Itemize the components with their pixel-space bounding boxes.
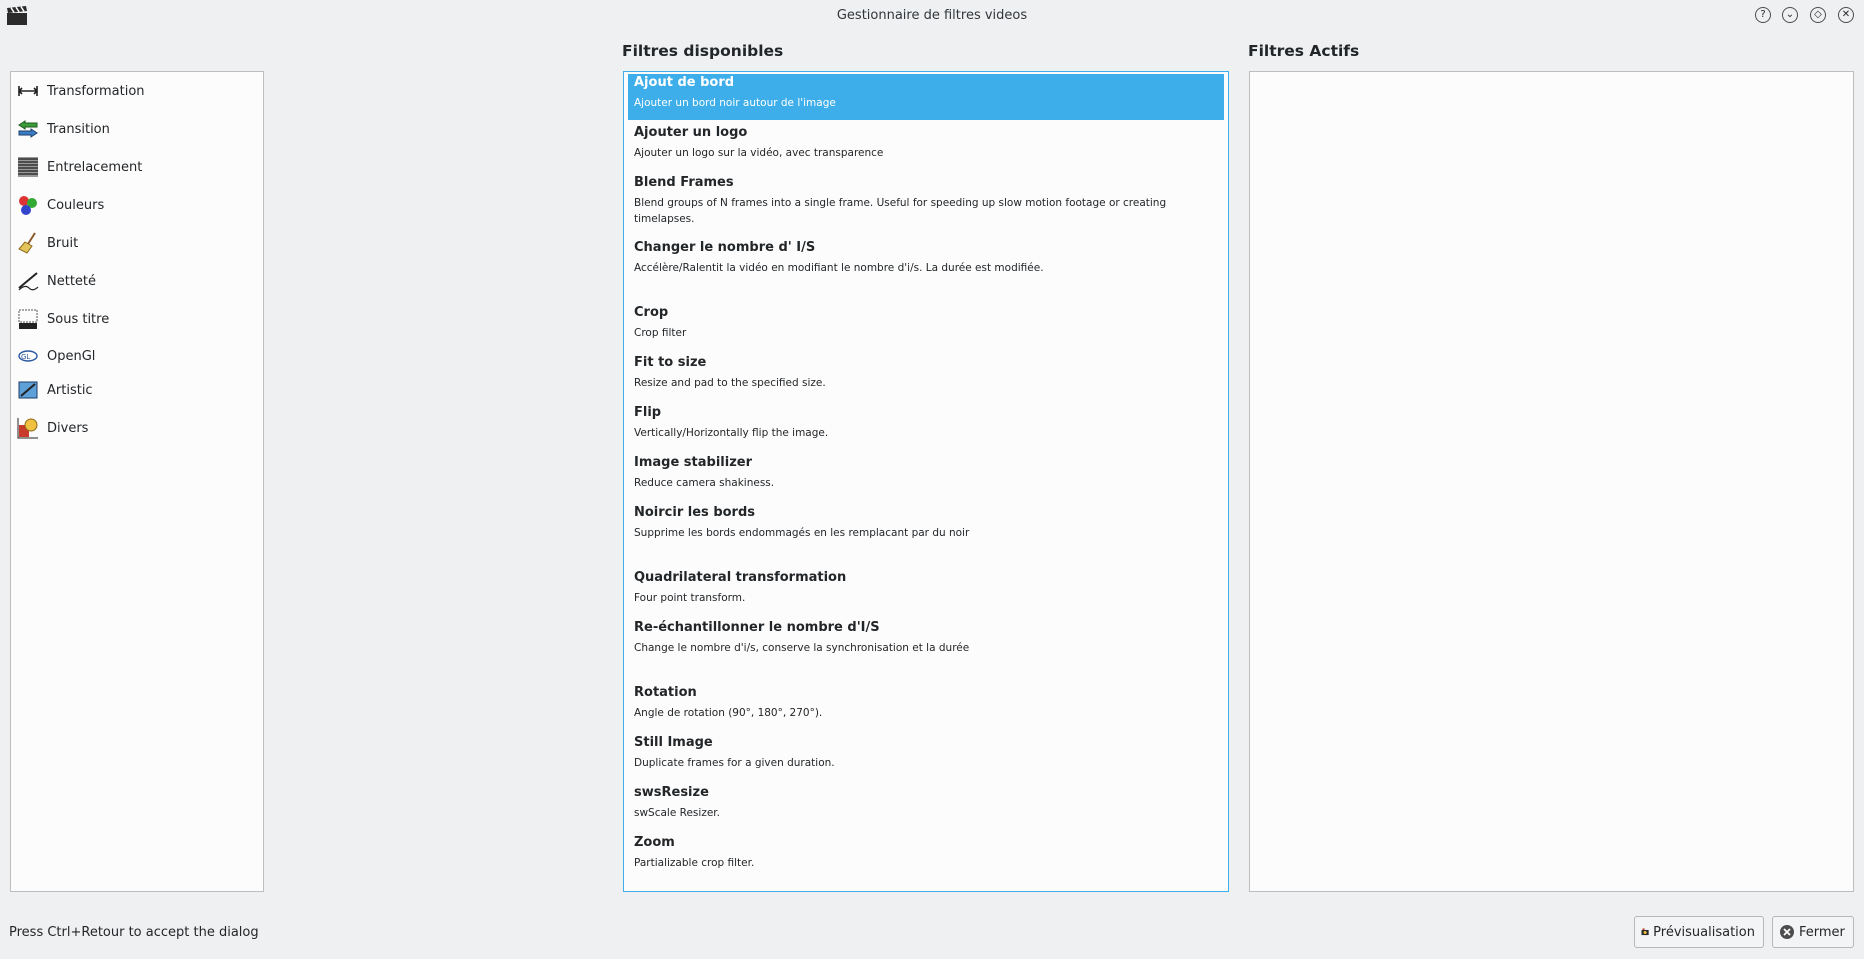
filter-item[interactable] [628,684,1224,730]
maximize-button[interactable]: ◇ [1810,7,1826,23]
subtitle-icon [17,308,39,330]
title-bar [0,0,1864,32]
filter-name: Zoom [634,835,675,850]
artistic-icon [17,379,39,401]
filter-name: Crop [634,305,669,320]
active-filters-list[interactable] [1249,71,1854,892]
filter-description: Resize and pad to the specified size. [634,377,826,389]
interlace-icon [17,156,39,178]
filter-item[interactable] [628,454,1224,500]
colors-icon [17,194,39,216]
filter-name: Noircir les bords [634,505,756,520]
preview-button[interactable] [1634,916,1764,948]
filter-item[interactable] [628,784,1224,830]
filter-name: Blend Frames [634,175,734,190]
category-label: OpenGl [47,348,96,364]
filter-name: Flip [634,405,662,420]
category-label: Couleurs [47,197,105,213]
filter-item[interactable] [628,174,1224,234]
category-entrelacement[interactable] [17,153,142,181]
help-button[interactable]: ? [1755,7,1771,23]
svg-text:GL: GL [21,353,31,361]
minimize-button[interactable]: ⌄ [1782,7,1798,23]
filter-item[interactable] [628,354,1224,400]
close-button[interactable] [1772,916,1854,948]
category-couleurs[interactable] [17,191,104,219]
category-bruit[interactable] [17,229,78,257]
filter-item[interactable] [628,619,1224,679]
filter-item[interactable] [628,239,1224,299]
preview-button-label: Prévisualisation [1653,924,1755,940]
filter-description: Ajouter un bord noir autour de l'image [634,97,836,109]
filter-name: swsResize [634,785,709,800]
close-circle-icon [1779,924,1795,940]
filter-name: Ajout de bord [634,75,735,90]
category-transformation[interactable] [17,77,145,105]
filter-item[interactable] [628,74,1224,120]
filter-name: Re-échantillonner le nombre d'I/S [634,620,880,635]
filter-description: Crop filter [634,327,687,339]
category-transition[interactable] [17,115,110,143]
filter-description: Accélère/Ralentit la vidéo en modifiant le nombre d'i/s. La durée est modifiée. [634,262,1044,274]
filter-item[interactable] [628,124,1224,170]
filter-description: Partializable crop filter. [634,857,755,869]
filter-description: swScale Resizer. [634,807,720,819]
filter-item[interactable] [628,734,1224,780]
category-artistic[interactable] [17,376,93,404]
category-label: Divers [47,420,89,436]
category-label: Sous titre [47,311,110,327]
available-filters-title: Filtres disponibles [622,42,784,60]
filter-description: Supprime les bords endommagés en les remplacant par du noir [634,527,970,539]
available-filters-list[interactable] [623,71,1229,892]
filter-name: Rotation [634,685,697,700]
category-label: Artistic [47,382,93,398]
filter-item[interactable] [628,834,1224,880]
filter-item[interactable] [628,304,1224,350]
filter-name: Quadrilateral transformation [634,570,847,585]
category-divers[interactable] [17,414,88,442]
filter-description: Change le nombre d'i/s, conserve la synchronisation et la durée [634,642,970,654]
filter-description: Duplicate frames for a given duration. [634,757,835,769]
filter-item[interactable] [628,504,1224,564]
filter-name: Fit to size [634,355,707,370]
filter-item[interactable] [628,404,1224,450]
category-label: Transformation [47,83,145,99]
filter-item[interactable] [628,569,1224,615]
transition-arrows-icon [17,118,39,140]
category-sous-titre[interactable] [17,305,109,333]
filter-name: Still Image [634,735,713,750]
category-list[interactable] [10,71,264,892]
filter-description: Reduce camera shakiness. [634,477,775,489]
close-window-button[interactable]: ✕ [1838,7,1854,23]
filter-description: Four point transform. [634,592,746,604]
category-nettete[interactable] [17,267,96,295]
filter-description: Blend groups of N frames into a single frame. Useful for speeding up slow motion footage or creating timelapses. [634,197,1167,225]
filter-description: Vertically/Horizontally flip the image. [634,427,829,439]
filter-description: Ajouter un logo sur la vidéo, avec transparence [634,147,884,159]
active-filters-title: Filtres Actifs [1248,42,1360,60]
category-label: Transition [47,121,110,137]
category-label: Bruit [47,235,79,251]
category-label: Entrelacement [47,159,143,175]
category-label: Netteté [47,273,97,289]
filter-name: Ajouter un logo [634,125,748,140]
filter-name: Changer le nombre d' I/S [634,240,816,255]
window-title: Gestionnaire de filtres videos [836,8,1028,23]
filter-name: Image stabilizer [634,455,752,470]
opengl-icon [17,345,39,367]
close-button-label: Fermer [1799,924,1845,940]
misc-icon [17,417,39,439]
category-opengl[interactable] [17,342,95,370]
sharpness-icon [17,270,39,292]
filter-description: Angle de rotation (90°, 180°, 270°). [634,707,823,719]
status-hint: Press Ctrl+Retour to accept the dialog [9,925,259,940]
resize-icon [17,80,39,102]
preview-icon [1641,924,1649,940]
noise-broom-icon [17,232,39,254]
